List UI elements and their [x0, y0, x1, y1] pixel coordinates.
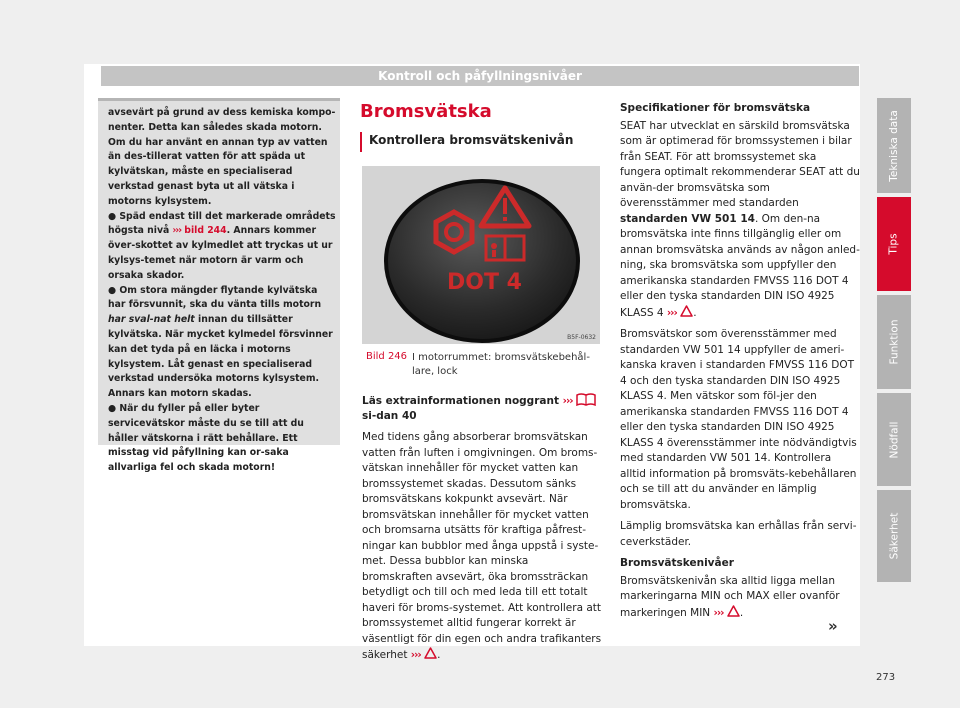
spec-paragraph: Lämplig bromsvätska kan erhållas från servi-ceverkstäder. [620, 520, 857, 548]
warning-bullet: ● Späd endast till det markerade områdets högsta nivå ››› bild 244. Annars kommer över-skottet av kylmedlet att tryckas ut ur kylsys-temet när motorn är varm och orsaka skador. [108, 210, 336, 281]
section-title: Bromsvätska [360, 101, 492, 122]
tab-nodfall[interactable]: Nödfall [877, 393, 911, 486]
book-icon [576, 393, 596, 406]
tab-sakerhet[interactable]: Säkerhet [877, 490, 911, 582]
chevron-link-icon: ››› [562, 395, 573, 407]
figure-caption: I motorrummet: bromsvätskebehål-lare, lock [412, 352, 590, 377]
spec-column [620, 101, 860, 627]
chevron-link-icon: ››› [410, 649, 421, 661]
warning-triangle-icon[interactable] [680, 305, 693, 317]
read-extra-info: Läs extrainformationen noggrant ››› si-dan 40 [362, 393, 602, 424]
warning-bullet: ● Om stora mängder flytande kylvätska har försvunnit, ska du vänta tills motorn har sval-nat helt innan du tillsätter kylvätska. När mycket kylmedel försvinner kan det tyda på en läcka i motorns kylsystem. Låt genast en specialiserad verkstad undersöka motorns kylsystem. Annars kan motorn skadas. [108, 284, 333, 400]
body-text: Med tidens gång absorberar bromsvätskan vatten från luften i omgivningen. Om broms-vätskan innehåller för mycket vatten kan bromssystemet skadas. Dessutom sänks bromsvätskans kokpunkt avsevärt. När bromsvätskan innehåller för mycket vatten och bromsarna utsätts för kraftiga påfrest-ningar kan bubblor med ånga uppstå i syste-met. Dessa bubblor kan minska bromskraften avsevärt, öka bromssträckan betydligt och till och med leda till ett totalt haveri för broms-systemet. Att kontrollera att bromssystemet alltid fungerar korrekt är väsentligt för din egen och andra trafikanters säkerhet ››› . [362, 431, 602, 661]
tab-tips[interactable]: Tips [877, 197, 911, 291]
tab-tekniska-data[interactable]: Tekniska data [877, 98, 911, 193]
chevron-link-icon: ››› [666, 306, 677, 319]
warning-paragraph: avsevärt på grund av dess kemiska kompo-nenter. Detta kan således skada motorn. Om du har använt en annan typ av vatten än des-tillerat vatten för att späda ut kylvätskan, måste en specialiserad verkstad genast byta ut all vätska i motorns kylsystem. [108, 107, 336, 207]
figure-number: Bild 246 [366, 351, 408, 362]
warning-triangle-icon[interactable] [424, 647, 437, 659]
spec-heading: Specifikationer för bromsvätska [620, 102, 811, 114]
page-number: 273 [876, 672, 896, 683]
figure-ref-link[interactable]: bild 244 [184, 225, 227, 237]
page-header: Kontroll och påfyllningsnivåer [101, 66, 859, 86]
figure-code: B5F-0632 [567, 334, 596, 341]
warning-text [108, 106, 336, 476]
page-ref-link[interactable]: si-dan 40 [362, 410, 417, 422]
spec-paragraph: SEAT har utvecklat en särskild bromsvätska som är optimerad för bromssystemen i bilar från SEAT. För att bromssystemet ska fungera optimalt rekommenderar SEAT att du använ-der bromsvätska som överensstämmer med standarden standarden VW 501 14. Om den-na bromsvätska inte finns tillgänglig eller om annan bromsvätska används av någon anled-ning, ska bromsvätska som uppfyller den amerikanska standarden FMVSS 116 DOT 4 eller den tyska standarden DIN ISO 4925 KLASS 4 ››› . [620, 119, 860, 319]
brake-fluid-cap-figure [362, 166, 600, 344]
brake-cap-illustration [362, 166, 600, 344]
chevron-link-icon: ››› [713, 606, 724, 619]
chevron-link-icon: ››› [172, 225, 182, 237]
section-subtitle: Kontrollera bromsvätskenivån [369, 133, 574, 147]
spec-paragraph: Bromsvätskor som överensstämmer med standarden VW 501 14 uppfyller de ameri-kanska kraven i standarden FMVSS 116 DOT 4 och den tyska standarden DIN ISO 4925 KLASS 4. Men vätskor som föl-jer den amerikanska standarden FMVSS 116 DOT 4 eller den tyska standarden DIN ISO 4925 KLASS 4 överensstämmer inte nödvändigtvis med standarden VW 501 14. Kontrollera alltid information på bromsväts-kebehållaren och se till att du använder en lämplig bromsvätska. [620, 328, 857, 511]
warning-bullet: ● När du fyller på eller byter servicevätskor måste du se till att du håller vätskorna i rätt behållare. Ett misstag vid påfyllning kan or-saka allvarliga fel och skada motorn! [108, 402, 304, 474]
level-heading: Bromsvätskenivåer [620, 557, 734, 569]
dot4-cap-label: DOT 4 [447, 270, 522, 295]
subtitle-accent-bar [360, 132, 362, 152]
tab-funktion[interactable]: Funktion [877, 295, 911, 389]
continue-icon: » [828, 617, 838, 635]
warning-triangle-icon[interactable] [727, 605, 740, 617]
level-paragraph: Bromsvätskenivån ska alltid ligga mellan markeringarna MIN och MAX eller ovanför markeringen MIN ››› . [620, 574, 840, 619]
